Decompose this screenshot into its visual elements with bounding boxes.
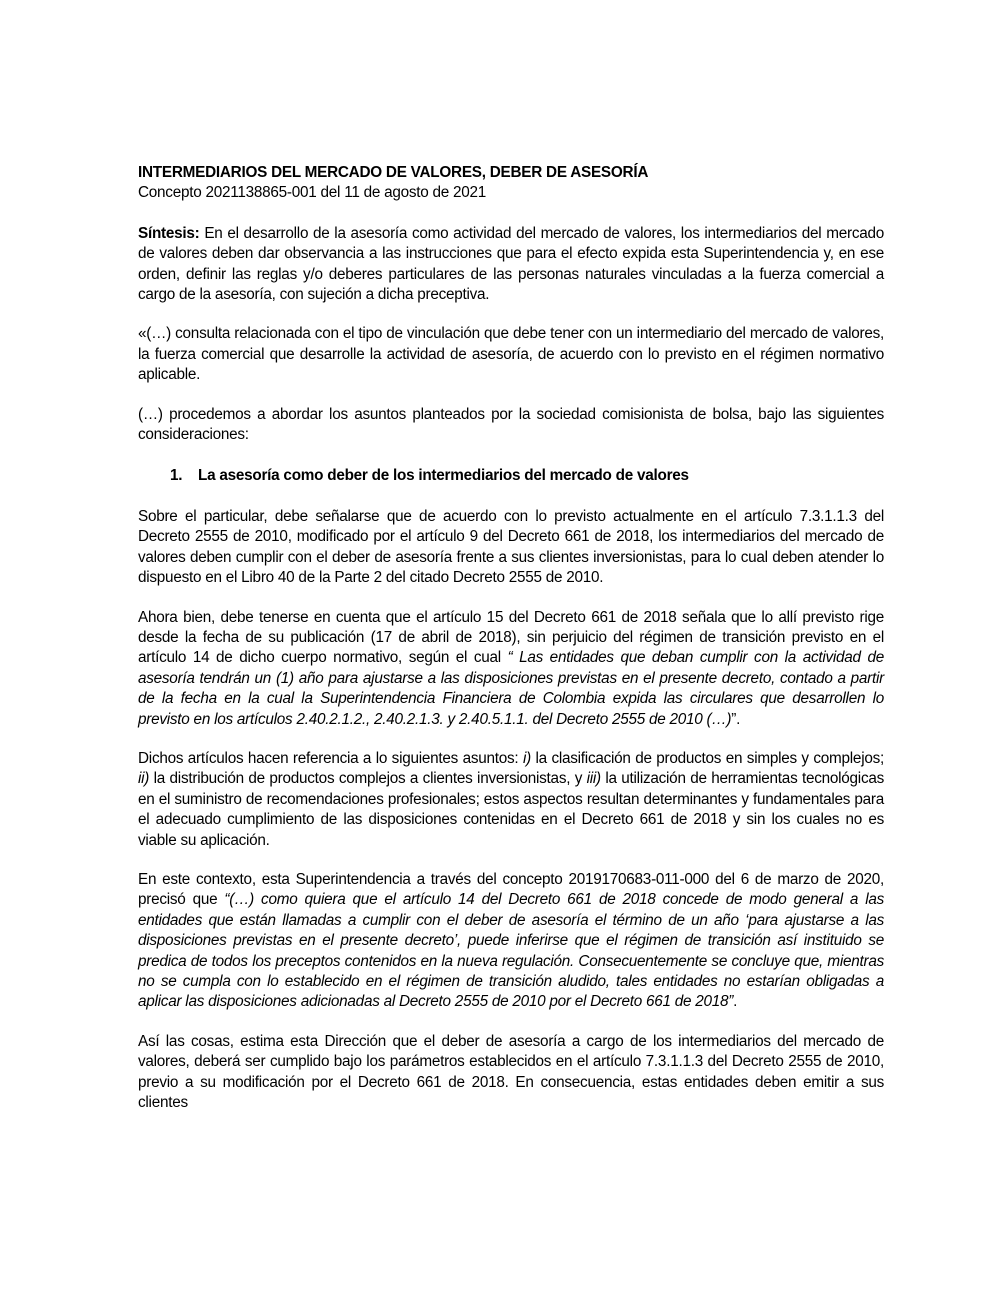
consulta-paragraph: «(…) consulta relacionada con el tipo de vinculación que debe tener con un intermediario del mercado de valores, la fuerza comercial que desarrolle la actividad de asesoría, de acuerdo con lo previsto en el régimen normativo aplicable. — [138, 325, 884, 384]
dichos-text-2: la clasificación de productos en simples y complejos; — [530, 749, 884, 767]
document-page — [138, 163, 884, 1113]
sobre-paragraph: Sobre el particular, debe señalarse que de acuerdo con lo previsto actualmente en el artículo 7.3.1.1.3 del Decreto 2555 de 2010, modificado por el artículo 9 del Decreto 661 de 2018, los intermediarios del mercado de valores deben cumplir con el deber de asesoría frente a sus clientes inversionistas, para lo cual deben atender lo dispuesto en el Libro 40 de la Parte 2 del citado Decreto 2555 de 2010. — [138, 507, 884, 587]
dichos-marker-1: i) — [522, 749, 531, 767]
ahora-quote: “ Las entidades que deban cumplir con la actividad de asesoría tendrán un (1) año para ajustarse a las disposiciones previstas en el presente decreto, contado a partir de la fecha en la cual la Superintendencia Financiera de Colombia expida las circulares que desarrollen lo previsto en los artículos 2.40.2.1.2., 2.40.2.1.3. y 2.40.5.1.1. del Decreto 2555 de 2010 (…) — [138, 649, 884, 728]
asi-paragraph: Así las cosas, estima esta Dirección que el deber de asesoría a cargo de los intermediarios del mercado de valores, deberá ser cumplido bajo los parámetros establecidos en el artículo 7.3.1.1.3 del Decreto 2555 de 2010, previo a su modificación por el Decreto 661 de 2018. En consecuencia, estas entidades deben emitir a sus clientes — [138, 1032, 884, 1112]
ahora-paragraph — [138, 608, 884, 730]
dichos-text-3: la distribución de productos complejos a clientes inversionistas, y — [149, 770, 587, 788]
concept-reference: Concepto 2021138865-001 del 11 de agosto de 2021 — [138, 184, 487, 202]
contexto-quote: “(…) como quiera que el artículo 14 del Decreto 661 de 2018 concede de modo general a las entidades que están llamadas a cumplir con el deber de asesoría el término de un año ‘para ajustarse a las disposiciones previstas en el presente decreto’, puede inferirse que el régimen de transición así instituido se predica de todos los preceptos contenidos en la nueva regulación. Consecuentemente se concluye que, mientras no se cumpla con lo establecido en el régimen de transición aludido, tales entidades no estarían obligadas a aplicar las disposiciones adicionadas al Decreto 2555 de 2010 por el Decreto 661 de 2018” — [138, 891, 884, 1011]
contexto-text: En este contexto, esta Superintendencia a través del concepto 2019170683-011-000 del 6 de marzo de 2020, precisó que — [138, 870, 884, 909]
section-number: 1. — [170, 467, 183, 485]
dichos-marker-2: ii) — [138, 770, 150, 788]
dichos-marker-3: iii) — [586, 770, 601, 788]
section-heading-text: La asesoría como deber de los intermediarios del mercado de valores — [198, 467, 689, 485]
dichos-paragraph — [138, 749, 884, 851]
contexto-paragraph — [138, 870, 884, 1013]
ahora-end: ”. — [731, 710, 741, 728]
contexto-end: . — [733, 993, 738, 1011]
synthesis-label: Síntesis: — [138, 224, 200, 242]
procedemos-paragraph: (…) procedemos a abordar los asuntos planteados por la sociedad comisionista de bolsa, bajo las siguientes consideraciones: — [138, 405, 884, 444]
dichos-text-1: Dichos artículos hacen referencia a lo siguientes asuntos: — [138, 749, 523, 767]
dichos-text-4: la utilización de herramientas tecnológicas en el suministro de recomendaciones profesionales; estos aspectos resultan determinantes y fundamentales para el adecuado cumplimiento de las disposiciones contenidas en el Decreto 661 de 2018 y sin los cuales no es viable su aplicación. — [138, 770, 884, 849]
synthesis-text: En el desarrollo de la asesoría como actividad del mercado de valores, los intermediarios del mercado de valores deben dar observancia a las instrucciones que para el efecto expida esta Superintendencia y, en ese orden, definir las reglas y/o deberes particulares de las personas naturales vinculadas a la fuerza comercial a cargo de la asesoría, con sujeción a dicha preceptiva. — [138, 224, 884, 304]
section-heading — [138, 466, 884, 486]
synthesis-paragraph — [138, 224, 884, 306]
document-title: INTERMEDIARIOS DEL MERCADO DE VALORES, DEBER DE ASESORÍA — [138, 164, 649, 181]
ahora-text: Ahora bien, debe tenerse en cuenta que el artículo 15 del Decreto 661 de 2018 señala que lo allí previsto rige desde la fecha de su publicación (17 de abril de 2018), sin perjuicio del régimen de transición previsto en el artículo 14 de dicho cuerpo normativo, según el cual — [138, 608, 884, 667]
